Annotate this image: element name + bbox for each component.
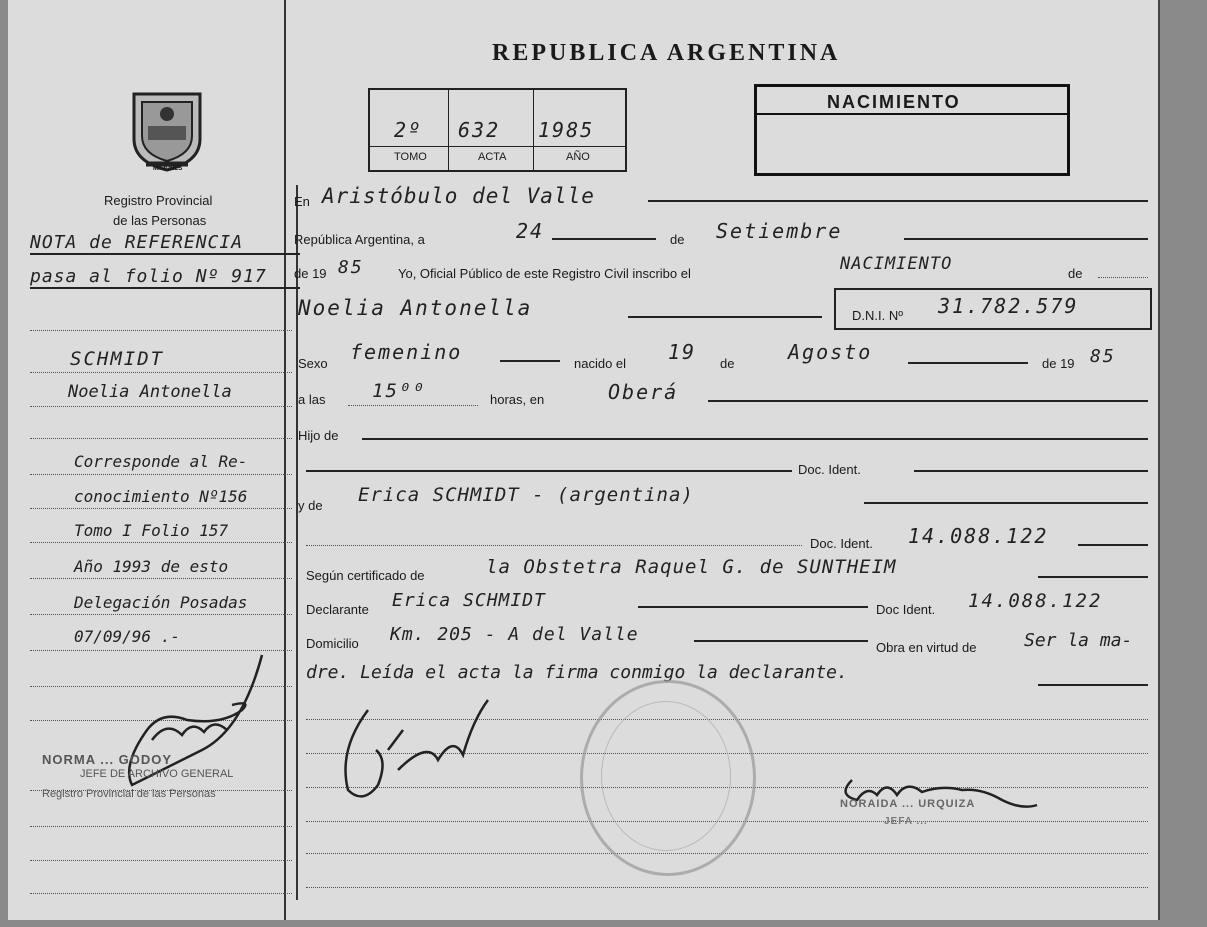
inscribo-label: Yo, Oficial Público de este Registro Civil inscribo el [398,266,691,281]
de-label-3: de [720,356,735,371]
horas-label: horas, en [490,392,545,407]
margin-names: Noelia Antonella [68,382,232,402]
margin-note-l2: conocimiento Nº156 [74,487,248,506]
birth-certificate-page [8,0,1160,920]
tomo-label: TOMO [394,151,427,163]
margin-note-l5: Delegación Posadas [74,593,248,612]
segun-label: Según certificado de [306,568,425,583]
declarante-doc-label: Doc Ident. [876,602,936,617]
tomo-acta-box [368,88,627,172]
ano-label: AÑO [566,151,590,163]
margin-surname: SCHMIDT [70,348,165,370]
mother-doc-label: Doc. Ident. [810,536,873,551]
en-label: En [294,194,310,209]
margin-note-l6: 07/09/96 .- [74,627,180,646]
domicilio-value: Km. 205 - A del Valle [390,624,639,645]
year-value: 85 [338,257,364,278]
seal-text: MISIONES [153,166,183,172]
nacido-label: nacido el [574,356,627,371]
alas-label: a las [298,392,326,407]
mother-doc-value: 14.088.122 [908,524,1049,548]
margin-divider [284,0,286,920]
birthplace-value: Oberá [608,380,679,404]
margin-note-title: NOTA de REFERENCIA [30,232,300,255]
de-label: de [670,232,685,247]
doc-type-label: NACIMIENTO [827,92,961,112]
place-value: Aristóbulo del Valle [322,184,595,208]
obra-label: Obra en virtud de [876,640,977,655]
margin-note-l3: Tomo I Folio 157 [74,521,229,540]
domicilio-label: Domicilio [306,636,359,651]
father-doc-label: Doc. Ident. [798,462,861,477]
de-label-2: de [1068,266,1083,281]
ano-value: 1985 [538,118,595,142]
hour-value: 15⁰⁰ [372,380,426,402]
birth-year-value: 85 [1090,346,1116,367]
margin-note-l4: Año 1993 de esto [74,557,229,576]
inscribo-value: NACIMIENTO [840,254,953,274]
child-name-value: Noelia Antonella [298,296,533,320]
hijo-label: Hijo de [298,428,339,443]
yde-label: y de [298,498,323,513]
declarante-label: Declarante [306,602,369,617]
country-title: REPUBLICA ARGENTINA [492,40,841,66]
birth-day-value: 19 [668,340,697,364]
dni-box [834,288,1152,330]
margin-stamp-registry: Registro Provincial de las Personas [42,788,216,800]
mother-value: Erica SCHMIDT - (argentina) [358,484,694,506]
margin-stamp-title: JEFE DE ARCHIVO GENERAL [80,768,234,780]
birth-month-value: Agosto [788,340,873,364]
margin-stamp-name: NORMA ... GODOY [42,752,173,767]
declarante-doc-value: 14.088.122 [968,590,1103,612]
dni-value: 31.782.579 [938,294,1079,318]
year-prefix-label: de 19 [294,266,327,281]
registry-line2: de las Personas [113,213,207,228]
declarante-value: Erica SCHMIDT [392,590,546,611]
month-value: Setiembre [716,219,843,243]
official-round-seal-icon [580,680,756,876]
sexo-value: femenino [350,340,463,364]
acta-label: ACTA [478,151,507,163]
tomo-value: 2º [394,118,423,142]
dni-label: D.N.I. Nº [852,308,903,323]
birth-year-prefix: de 19 [1042,356,1075,371]
obra-continuation: dre. Leída el acta la firma conmigo la declarante. [306,662,848,683]
sexo-label: Sexo [298,356,328,371]
official-stamp-name: NORAIDA ... URQUIZA [840,798,976,810]
doc-type-box [754,84,1070,176]
declarant-signature [328,690,508,810]
province-seal-icon [126,84,208,174]
official-stamp-title: JEFA ... [884,816,928,827]
acta-value: 632 [458,118,501,142]
registry-line1: Registro Provincial [104,193,213,208]
margin-note-l1: Corresponde al Re- [74,452,248,471]
day-value: 24 [516,219,545,243]
certificate-value: la Obstetra Raquel G. de SUNTHEIM [486,556,897,578]
margin-note-folio: pasa al folio Nº 917 [30,266,300,289]
form-left-border [296,185,298,900]
official-signature [832,760,1042,820]
obra-value: Ser la ma- [1024,630,1133,651]
republica-label: República Argentina, a [294,232,425,247]
